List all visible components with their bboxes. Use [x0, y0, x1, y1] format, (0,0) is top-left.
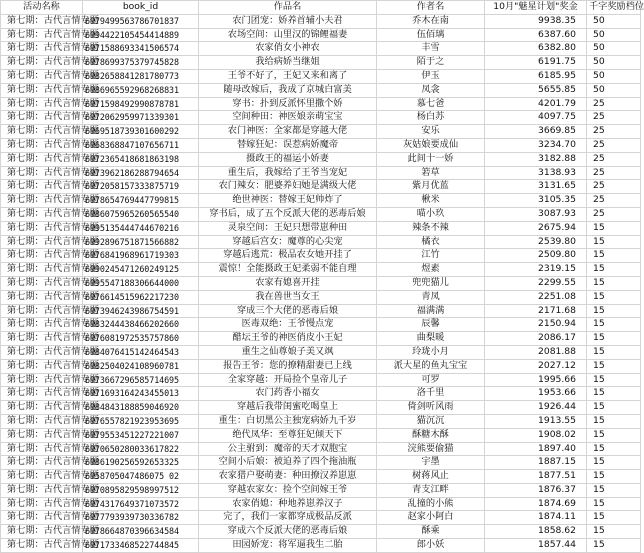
- cell-book-id[interactable]: 6992896751871566882: [83, 235, 199, 249]
- cell-author[interactable]: 箬草: [377, 166, 485, 180]
- cell-title[interactable]: 农门药香小福女: [199, 387, 377, 401]
- cell-activity[interactable]: 第七期：古代言情专题: [1, 345, 83, 359]
- cell-title[interactable]: 我给病娇当继姐: [199, 56, 377, 70]
- table-row[interactable]: [1, 511, 641, 525]
- cell-activity[interactable]: 第七期：古代言情专题: [1, 97, 83, 111]
- cell-bonus[interactable]: 2319.15: [485, 263, 587, 277]
- cell-author[interactable]: 兜兜猫儿: [377, 276, 485, 290]
- cell-activity[interactable]: 第七期：古代言情专题: [1, 456, 83, 470]
- cell-author[interactable]: 辣条不辣: [377, 221, 485, 235]
- cell-title[interactable]: 随母改嫁后，我成了京城白富美: [199, 83, 377, 97]
- cell-book-id[interactable]: 6973962186288794654: [83, 166, 199, 180]
- cell-author[interactable]: 楸米: [377, 194, 485, 208]
- cell-bonus[interactable]: 1953.66: [485, 387, 587, 401]
- cell-activity[interactable]: 第七期：古代言情专题: [1, 442, 83, 456]
- cell-activity[interactable]: 第七期：古代言情专题: [1, 28, 83, 42]
- cell-author[interactable]: 树蒋风止: [377, 470, 485, 484]
- cell-grade[interactable]: 15: [587, 263, 641, 277]
- cell-book-id[interactable]: 6972062959971339301: [83, 111, 199, 125]
- cell-book-id[interactable]: 6971598492990878781: [83, 97, 199, 111]
- cell-activity[interactable]: 第七期：古代言情专题: [1, 42, 83, 56]
- cell-book-id[interactable]: 6978664870396634584: [83, 525, 199, 539]
- table-row[interactable]: [1, 235, 641, 249]
- cell-author[interactable]: 酥乘: [377, 525, 485, 539]
- table-row[interactable]: [1, 125, 641, 139]
- table-row[interactable]: [1, 387, 641, 401]
- cell-bonus[interactable]: 6191.75: [485, 56, 587, 70]
- cell-bonus[interactable]: 1908.02: [485, 428, 587, 442]
- cell-title[interactable]: 农门神医：全家都是穿越大佬: [199, 125, 377, 139]
- cell-title[interactable]: 重生后，我嫁给了王爷当宠妃: [199, 166, 377, 180]
- table-row[interactable]: [1, 111, 641, 125]
- cell-bonus[interactable]: 2086.17: [485, 332, 587, 346]
- table-row[interactable]: [1, 345, 641, 359]
- cell-activity[interactable]: 第七期：古代言情专题: [1, 318, 83, 332]
- cell-title[interactable]: 穿越后宫女：魔尊的心尖宠: [199, 235, 377, 249]
- cell-bonus[interactable]: 1877.51: [485, 470, 587, 484]
- cell-activity[interactable]: 第七期：古代言情专题: [1, 401, 83, 415]
- cell-bonus[interactable]: 2299.55: [485, 276, 587, 290]
- cell-book-id[interactable]: 6982504024108960781: [83, 359, 199, 373]
- cell-bonus[interactable]: 2027.12: [485, 359, 587, 373]
- cell-bonus[interactable]: 1897.40: [485, 442, 587, 456]
- cell-book-id[interactable]: 6990245471260249125: [83, 263, 199, 277]
- cell-bonus[interactable]: 6185.95: [485, 69, 587, 83]
- cell-author[interactable]: 此间十一娇: [377, 152, 485, 166]
- cell-title[interactable]: 田园娇宠：将军逼我生二胎: [199, 539, 377, 553]
- table-row[interactable]: [1, 42, 641, 56]
- cell-grade[interactable]: 50: [587, 28, 641, 42]
- cell-author[interactable]: 玲珑小月: [377, 345, 485, 359]
- cell-book-id[interactable]: 6984076415142464543: [83, 345, 199, 359]
- cell-grade[interactable]: 25: [587, 152, 641, 166]
- table-row[interactable]: [1, 373, 641, 387]
- header-title[interactable]: 作品名: [199, 1, 377, 15]
- cell-book-id[interactable]: 6971693164243455013: [83, 387, 199, 401]
- table-row[interactable]: [1, 428, 641, 442]
- cell-author[interactable]: 青支江畔: [377, 483, 485, 497]
- cell-title[interactable]: 灵泉空间：王妃只想带崽种田: [199, 221, 377, 235]
- table-row[interactable]: [1, 276, 641, 290]
- cell-author[interactable]: 洛千里: [377, 387, 485, 401]
- header-bonus[interactable]: 10月"魅星计划"奖金: [485, 1, 587, 15]
- cell-book-id[interactable]: 6976557821923953695: [83, 414, 199, 428]
- cell-grade[interactable]: 15: [587, 511, 641, 525]
- table-row[interactable]: [1, 483, 641, 497]
- header-author[interactable]: 作者名: [377, 1, 485, 15]
- cell-bonus[interactable]: 6387.60: [485, 28, 587, 42]
- cell-book-id[interactable]: 6974317649371073572: [83, 497, 199, 511]
- cell-bonus[interactable]: 2171.68: [485, 304, 587, 318]
- cell-author[interactable]: 酥糖木酥: [377, 428, 485, 442]
- cell-title[interactable]: 替嫁狂妃：误惹病娇魔帝: [199, 138, 377, 152]
- table-row[interactable]: [1, 401, 641, 415]
- cell-author[interactable]: 喵小玖: [377, 207, 485, 221]
- cell-activity[interactable]: 第七期：古代言情专题: [1, 111, 83, 125]
- table-row[interactable]: [1, 442, 641, 456]
- cell-author[interactable]: 伍佰璃: [377, 28, 485, 42]
- cell-author[interactable]: 可罗: [377, 373, 485, 387]
- cell-grade[interactable]: 15: [587, 401, 641, 415]
- cell-title[interactable]: 穿书：扑到反派怀里撒个娇: [199, 97, 377, 111]
- cell-grade[interactable]: 25: [587, 97, 641, 111]
- cell-activity[interactable]: 第七期：古代言情专题: [1, 166, 83, 180]
- table-row[interactable]: [1, 166, 641, 180]
- cell-activity[interactable]: 第七期：古代言情专题: [1, 511, 83, 525]
- cell-title[interactable]: 重生：白切黑公主独宠病娇九千岁: [199, 414, 377, 428]
- cell-grade[interactable]: 15: [587, 456, 641, 470]
- cell-book-id[interactable]: 6976614515962217230: [83, 290, 199, 304]
- cell-grade[interactable]: 25: [587, 111, 641, 125]
- cell-author[interactable]: 辰馨: [377, 318, 485, 332]
- header-grade[interactable]: 千字奖励档位: [587, 1, 641, 15]
- cell-grade[interactable]: 15: [587, 525, 641, 539]
- cell-bonus[interactable]: 4097.75: [485, 111, 587, 125]
- cell-book-id[interactable]: 6958705047486075 02: [83, 470, 199, 484]
- cell-author[interactable]: 慕七爸: [377, 97, 485, 111]
- table-row[interactable]: [1, 263, 641, 277]
- cell-bonus[interactable]: 1887.15: [485, 456, 587, 470]
- cell-author[interactable]: 凤衾: [377, 83, 485, 97]
- cell-title[interactable]: 穿成三个大佬的恶毒后娘: [199, 304, 377, 318]
- cell-bonus[interactable]: 9938.35: [485, 14, 587, 28]
- cell-bonus[interactable]: 3234.70: [485, 138, 587, 152]
- cell-author[interactable]: 猫沉沉: [377, 414, 485, 428]
- cell-bonus[interactable]: 1876.37: [485, 483, 587, 497]
- cell-grade[interactable]: 25: [587, 166, 641, 180]
- cell-author[interactable]: 陌于之: [377, 56, 485, 70]
- cell-bonus[interactable]: 3669.85: [485, 125, 587, 139]
- cell-author[interactable]: 安乐: [377, 125, 485, 139]
- cell-bonus[interactable]: 5655.85: [485, 83, 587, 97]
- table-row[interactable]: [1, 97, 641, 111]
- cell-title[interactable]: 震惊！全能摄政王妃柔弱不能自理: [199, 263, 377, 277]
- cell-bonus[interactable]: 2150.94: [485, 318, 587, 332]
- cell-bonus[interactable]: 3182.88: [485, 152, 587, 166]
- cell-book-id[interactable]: 6976081972535757860: [83, 332, 199, 346]
- cell-grade[interactable]: 15: [587, 221, 641, 235]
- table-row[interactable]: [1, 332, 641, 346]
- table-row[interactable]: [1, 249, 641, 263]
- cell-title[interactable]: 完了，我们一家都穿成极品反派: [199, 511, 377, 525]
- cell-book-id[interactable]: 6984843188859046920: [83, 401, 199, 415]
- cell-grade[interactable]: 15: [587, 483, 641, 497]
- cell-activity[interactable]: 第七期：古代言情专题: [1, 138, 83, 152]
- cell-author[interactable]: 乱撞的小熊: [377, 497, 485, 511]
- cell-title[interactable]: 穿越后逃荒：极品农女她开挂了: [199, 249, 377, 263]
- cell-book-id[interactable]: 6971588693341506574: [83, 42, 199, 56]
- cell-activity[interactable]: 第七期：古代言情专题: [1, 194, 83, 208]
- table-row[interactable]: [1, 138, 641, 152]
- cell-bonus[interactable]: 1913.55: [485, 414, 587, 428]
- cell-activity[interactable]: 第七期：古代言情专题: [1, 221, 83, 235]
- cell-title[interactable]: 农门辣女：肥婆养妇她是满级大佬: [199, 180, 377, 194]
- cell-grade[interactable]: 15: [587, 470, 641, 484]
- table-row[interactable]: [1, 539, 641, 553]
- cell-activity[interactable]: 第七期：古代言情专题: [1, 332, 83, 346]
- cell-book-id[interactable]: 6986190256592653325: [83, 456, 199, 470]
- table-row[interactable]: [1, 221, 641, 235]
- cell-bonus[interactable]: 3138.93: [485, 166, 587, 180]
- cell-activity[interactable]: 第七期：古代言情专题: [1, 263, 83, 277]
- cell-author[interactable]: 宇墨: [377, 456, 485, 470]
- cell-activity[interactable]: 第七期：古代言情专题: [1, 207, 83, 221]
- cell-grade[interactable]: 15: [587, 318, 641, 332]
- cell-bonus[interactable]: 1874.69: [485, 497, 587, 511]
- cell-author[interactable]: 福满满: [377, 304, 485, 318]
- table-row[interactable]: [1, 525, 641, 539]
- cell-bonus[interactable]: 3087.93: [485, 207, 587, 221]
- cell-title[interactable]: 穿越后我带闺蜜吃喝皇上: [199, 401, 377, 415]
- cell-author[interactable]: 曲梨暖: [377, 332, 485, 346]
- cell-bonus[interactable]: 2509.80: [485, 249, 587, 263]
- cell-title[interactable]: 报告王爷：您的撩精甜妻已上线: [199, 359, 377, 373]
- cell-bonus[interactable]: 1926.44: [485, 401, 587, 415]
- cell-book-id[interactable]: 6976841968961719303: [83, 249, 199, 263]
- cell-activity[interactable]: 第七期：古代言情专题: [1, 525, 83, 539]
- cell-title[interactable]: 医毒双绝：王爷慢点宠: [199, 318, 377, 332]
- cell-grade[interactable]: 25: [587, 138, 641, 152]
- cell-grade[interactable]: 15: [587, 428, 641, 442]
- cell-bonus[interactable]: 1858.62: [485, 525, 587, 539]
- cell-book-id[interactable]: 6969518739301600292: [83, 125, 199, 139]
- cell-grade[interactable]: 50: [587, 42, 641, 56]
- cell-grade[interactable]: 15: [587, 249, 641, 263]
- table-row[interactable]: [1, 497, 641, 511]
- cell-title[interactable]: 农家俏媳：种地养崽养汉子: [199, 497, 377, 511]
- cell-author[interactable]: 江竹: [377, 249, 485, 263]
- cell-title[interactable]: 王爷不好了，王妃又来和离了: [199, 69, 377, 83]
- cell-author[interactable]: 伊玉: [377, 69, 485, 83]
- cell-book-id[interactable]: 6978654769447799815: [83, 194, 199, 208]
- cell-author[interactable]: 丰雪: [377, 42, 485, 56]
- cell-grade[interactable]: 15: [587, 290, 641, 304]
- cell-title[interactable]: 农场空间：山里汉的锦鲤福妻: [199, 28, 377, 42]
- cell-title[interactable]: 空间小后娘：被迫养了四个拖油瓶: [199, 456, 377, 470]
- table-row[interactable]: [1, 456, 641, 470]
- header-row: [1, 1, 641, 15]
- cell-grade[interactable]: 25: [587, 194, 641, 208]
- table-row[interactable]: [1, 194, 641, 208]
- cell-bonus[interactable]: 1995.66: [485, 373, 587, 387]
- cell-grade[interactable]: 25: [587, 125, 641, 139]
- cell-book-id[interactable]: 6971733468522744845: [83, 539, 199, 553]
- cell-author[interactable]: 灰姑娘要成仙: [377, 138, 485, 152]
- cell-title[interactable]: 公主驸到：魔帝的天才双胞宝: [199, 442, 377, 456]
- cell-book-id[interactable]: 6982658841281780773: [83, 69, 199, 83]
- cell-bonus[interactable]: 1874.11: [485, 511, 587, 525]
- cell-book-id[interactable]: 6972058157333875719: [83, 180, 199, 194]
- table-row[interactable]: [1, 180, 641, 194]
- cell-activity[interactable]: 第七期：古代言情专题: [1, 497, 83, 511]
- cell-grade[interactable]: 25: [587, 180, 641, 194]
- cell-title[interactable]: 农家有媳喜开挂: [199, 276, 377, 290]
- cell-activity[interactable]: 第七期：古代言情专题: [1, 152, 83, 166]
- cell-bonus[interactable]: 3131.65: [485, 180, 587, 194]
- cell-grade[interactable]: 15: [587, 414, 641, 428]
- cell-author[interactable]: 浣熊要偷猫: [377, 442, 485, 456]
- cell-title[interactable]: 农门团宠：娇养首辅小夫君: [199, 14, 377, 28]
- cell-book-id[interactable]: 6972365418681863198: [83, 152, 199, 166]
- cell-book-id[interactable]: 6978699375379745828: [83, 56, 199, 70]
- cell-author[interactable]: 紫月优蓝: [377, 180, 485, 194]
- cell-bonus[interactable]: 4201.79: [485, 97, 587, 111]
- cell-activity[interactable]: 第七期：古代言情专题: [1, 14, 83, 28]
- cell-activity[interactable]: 第七期：古代言情专题: [1, 387, 83, 401]
- cell-title[interactable]: 农家猎户娶萌妻：种田撩汉养崽崽: [199, 470, 377, 484]
- cell-author[interactable]: 乔木在南: [377, 14, 485, 28]
- cell-book-id[interactable]: 6979553451227221007: [83, 428, 199, 442]
- cell-title[interactable]: 我在兽世当女王: [199, 290, 377, 304]
- cell-author[interactable]: 倚剑听风雨: [377, 401, 485, 415]
- cell-author[interactable]: 郎小妖: [377, 539, 485, 553]
- table-row[interactable]: [1, 152, 641, 166]
- table-row[interactable]: [1, 69, 641, 83]
- cell-author[interactable]: 橘衣: [377, 235, 485, 249]
- cell-activity[interactable]: 第七期：古代言情专题: [1, 180, 83, 194]
- cell-activity[interactable]: 第七期：古代言情专题: [1, 235, 83, 249]
- cell-book-id[interactable]: 6970895829598997512: [83, 483, 199, 497]
- cell-book-id[interactable]: 6979499563786701837: [83, 14, 199, 28]
- cell-activity[interactable]: 第七期：古代言情专题: [1, 470, 83, 484]
- cell-book-id[interactable]: 6995135444744670216: [83, 221, 199, 235]
- cell-title[interactable]: 摄政王的福运小娇妻: [199, 152, 377, 166]
- cell-title[interactable]: 空间种田：神医娘亲萌宝宝: [199, 111, 377, 125]
- cell-book-id[interactable]: 6973667296585714695: [83, 373, 199, 387]
- cell-author[interactable]: 赵家小阿白: [377, 511, 485, 525]
- cell-grade[interactable]: 15: [587, 497, 641, 511]
- cell-title[interactable]: 绝代凤华：至尊狂妃倾天下: [199, 428, 377, 442]
- cell-author[interactable]: 煜素: [377, 263, 485, 277]
- cell-grade[interactable]: 15: [587, 345, 641, 359]
- cell-title[interactable]: 重生之仙尊娘子美又飒: [199, 345, 377, 359]
- cell-book-id[interactable]: 6968368847107656711: [83, 138, 199, 152]
- cell-activity[interactable]: 第七期：古代言情专题: [1, 276, 83, 290]
- cell-grade[interactable]: 15: [587, 359, 641, 373]
- cell-activity[interactable]: 第七期：古代言情专题: [1, 249, 83, 263]
- cell-book-id[interactable]: 6986075965260565540: [83, 207, 199, 221]
- cell-book-id[interactable]: 6973946243986754591: [83, 304, 199, 318]
- table-row[interactable]: [1, 207, 641, 221]
- cell-author[interactable]: 青凤: [377, 290, 485, 304]
- table-row[interactable]: [1, 414, 641, 428]
- table-row[interactable]: [1, 470, 641, 484]
- header-activity[interactable]: 活动名称: [1, 1, 83, 15]
- cell-book-id[interactable]: 6970650280033617822: [83, 442, 199, 456]
- table-row[interactable]: [1, 304, 641, 318]
- table-row[interactable]: [1, 318, 641, 332]
- cell-grade[interactable]: 15: [587, 442, 641, 456]
- cell-book-id[interactable]: 6995547188306644000: [83, 276, 199, 290]
- cell-book-id[interactable]: 6994422105454414889: [83, 28, 199, 42]
- header-book-id[interactable]: book_id: [83, 1, 199, 15]
- cell-activity[interactable]: 第七期：古代言情专题: [1, 428, 83, 442]
- cell-bonus[interactable]: 2539.80: [485, 235, 587, 249]
- cell-bonus[interactable]: 1857.44: [485, 539, 587, 553]
- cell-activity[interactable]: 第七期：古代言情专题: [1, 290, 83, 304]
- cell-title[interactable]: 农家俏女小神农: [199, 42, 377, 56]
- table-row[interactable]: [1, 359, 641, 373]
- cell-activity[interactable]: 第七期：古代言情专题: [1, 414, 83, 428]
- cell-title[interactable]: 穿越农家女：捡个空间嫁王爷: [199, 483, 377, 497]
- cell-author[interactable]: 派大星的鱼丸宝宝: [377, 359, 485, 373]
- cell-title[interactable]: 穿成六个反派大佬的恶毒后娘: [199, 525, 377, 539]
- table-row[interactable]: [1, 28, 641, 42]
- cell-title[interactable]: 全家穿越：开局捡个皇帝儿子: [199, 373, 377, 387]
- cell-grade[interactable]: 50: [587, 69, 641, 83]
- cell-grade[interactable]: 15: [587, 332, 641, 346]
- cell-grade[interactable]: 50: [587, 83, 641, 97]
- cell-title[interactable]: 醋坛王爷的神医俏皮小王妃: [199, 332, 377, 346]
- cell-activity[interactable]: 第七期：古代言情专题: [1, 304, 83, 318]
- cell-activity[interactable]: 第七期：古代言情专题: [1, 69, 83, 83]
- cell-grade[interactable]: 15: [587, 539, 641, 553]
- table-row[interactable]: [1, 83, 641, 97]
- cell-bonus[interactable]: 2675.94: [485, 221, 587, 235]
- cell-bonus[interactable]: 3105.35: [485, 194, 587, 208]
- cell-book-id[interactable]: 6986965592968268831: [83, 83, 199, 97]
- cell-activity[interactable]: 第七期：古代言情专题: [1, 359, 83, 373]
- table-row[interactable]: [1, 56, 641, 70]
- cell-activity[interactable]: 第七期：古代言情专题: [1, 83, 83, 97]
- cell-bonus[interactable]: 2251.08: [485, 290, 587, 304]
- cell-grade[interactable]: 25: [587, 207, 641, 221]
- cell-title[interactable]: 绝世神医：替嫁王妃帅炸了: [199, 194, 377, 208]
- cell-bonus[interactable]: 6382.80: [485, 42, 587, 56]
- cell-activity[interactable]: 第七期：古代言情专题: [1, 56, 83, 70]
- cell-grade[interactable]: 15: [587, 373, 641, 387]
- table-row[interactable]: [1, 290, 641, 304]
- cell-grade[interactable]: 15: [587, 304, 641, 318]
- cell-activity[interactable]: 第七期：古代言情专题: [1, 373, 83, 387]
- cell-author[interactable]: 杨白苏: [377, 111, 485, 125]
- cell-bonus[interactable]: 2081.88: [485, 345, 587, 359]
- cell-grade[interactable]: 15: [587, 276, 641, 290]
- cell-title[interactable]: 穿书后，成了五个反派大佬的恶毒后娘: [199, 207, 377, 221]
- cell-book-id[interactable]: 6977793939730336782: [83, 511, 199, 525]
- cell-activity[interactable]: 第七期：古代言情专题: [1, 483, 83, 497]
- cell-grade[interactable]: 15: [587, 387, 641, 401]
- table-row[interactable]: [1, 14, 641, 28]
- cell-grade[interactable]: 50: [587, 14, 641, 28]
- cell-book-id[interactable]: 6983244438466202660: [83, 318, 199, 332]
- cell-grade[interactable]: 50: [587, 56, 641, 70]
- cell-activity[interactable]: 第七期：古代言情专题: [1, 539, 83, 553]
- cell-activity[interactable]: 第七期：古代言情专题: [1, 125, 83, 139]
- cell-grade[interactable]: 15: [587, 235, 641, 249]
